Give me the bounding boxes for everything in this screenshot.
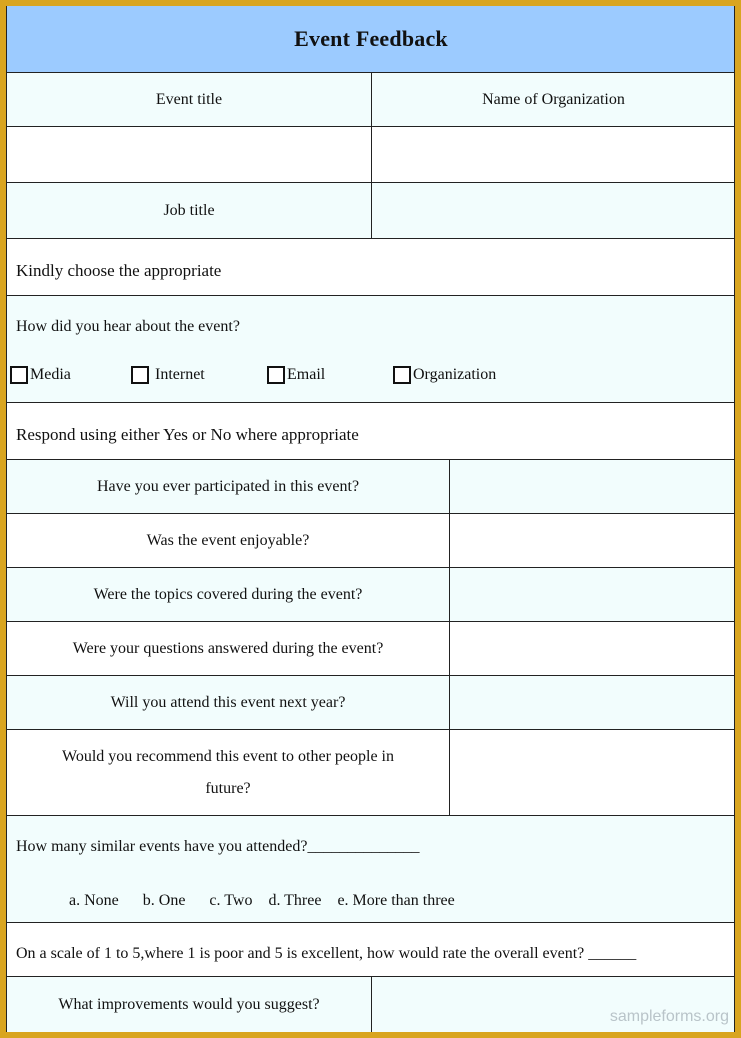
improvements-question: What improvements would you suggest? [7, 977, 372, 1032]
organization-name-field[interactable] [372, 127, 735, 182]
form-title: Event Feedback [294, 26, 448, 51]
question-recommend [7, 730, 450, 815]
event-info-entry-row [7, 127, 735, 183]
answer-enjoyable-field[interactable] [450, 514, 735, 567]
table-left-border [6, 6, 7, 1032]
hear-options [7, 366, 735, 390]
question-questions-answered: Were your questions answered during the event? [7, 622, 450, 675]
checkbox-media[interactable] [10, 366, 28, 384]
event-title-field[interactable] [7, 127, 372, 182]
answer-participated-field[interactable] [450, 460, 735, 513]
option-organization[interactable] [393, 366, 496, 384]
question-attend-next-year: Will you attend this event next year? [7, 676, 450, 729]
job-title-label: Job title [7, 183, 372, 238]
checkbox-email[interactable] [267, 366, 285, 384]
answer-recommend-field[interactable] [450, 730, 735, 815]
hear-question: How did you hear about the event? [16, 318, 240, 335]
table-right-border [734, 6, 735, 1032]
similar-events-question: How many similar events have you attended?______________ [16, 838, 420, 855]
hear-about-row [7, 296, 735, 403]
yes-no-instruction: Respond using either Yes or No where appropriate [16, 425, 359, 444]
yes-no-question-row [7, 568, 735, 622]
answer-topics-covered-field[interactable] [450, 568, 735, 621]
organization-name-label: Name of Organization [482, 90, 625, 108]
scale-question: On a scale of 1 to 5,where 1 is poor and 5 is excellent, how would rate the overall event? ______ [16, 945, 637, 962]
yes-no-question-row [7, 676, 735, 730]
job-title-row [7, 183, 735, 239]
choose-instruction: Kindly choose the appropriate [16, 261, 222, 280]
option-email[interactable] [267, 366, 325, 384]
similar-events-row [7, 816, 735, 923]
scale-question-row [7, 923, 735, 977]
form-title-row [7, 6, 735, 73]
similar-events-options: a. None b. One c. Two d. Three e. More than three [69, 892, 455, 909]
option-media[interactable] [10, 366, 71, 384]
header-row [7, 73, 735, 127]
question-topics-covered: Were the topics covered during the event? [7, 568, 450, 621]
yes-no-question-row [7, 730, 735, 816]
answer-attend-next-year-field[interactable] [450, 676, 735, 729]
watermark: sampleforms.org [609, 1008, 729, 1025]
yes-no-question-row [7, 514, 735, 568]
yes-no-question-row [7, 460, 735, 514]
yes-no-question-row [7, 622, 735, 676]
option-internet-label: Internet [155, 366, 205, 383]
question-participated: Have you ever participated in this event? [7, 460, 450, 513]
job-title-field[interactable] [372, 183, 735, 238]
checkbox-internet[interactable] [131, 366, 149, 384]
question-recommend-line-2: future? [205, 779, 251, 797]
event-title-label: Event title [7, 73, 372, 126]
question-recommend-line-1: Would you recommend this event to other people in [62, 747, 394, 765]
option-internet[interactable] [131, 366, 205, 384]
question-enjoyable: Was the event enjoyable? [7, 514, 450, 567]
answer-questions-answered-field[interactable] [450, 622, 735, 675]
option-organization-label: Organization [413, 366, 497, 383]
choose-instruction-row [7, 239, 735, 296]
yes-no-instruction-row [7, 403, 735, 460]
option-media-label: Media [30, 366, 71, 383]
checkbox-organization[interactable] [393, 366, 411, 384]
option-email-label: Email [287, 366, 326, 383]
